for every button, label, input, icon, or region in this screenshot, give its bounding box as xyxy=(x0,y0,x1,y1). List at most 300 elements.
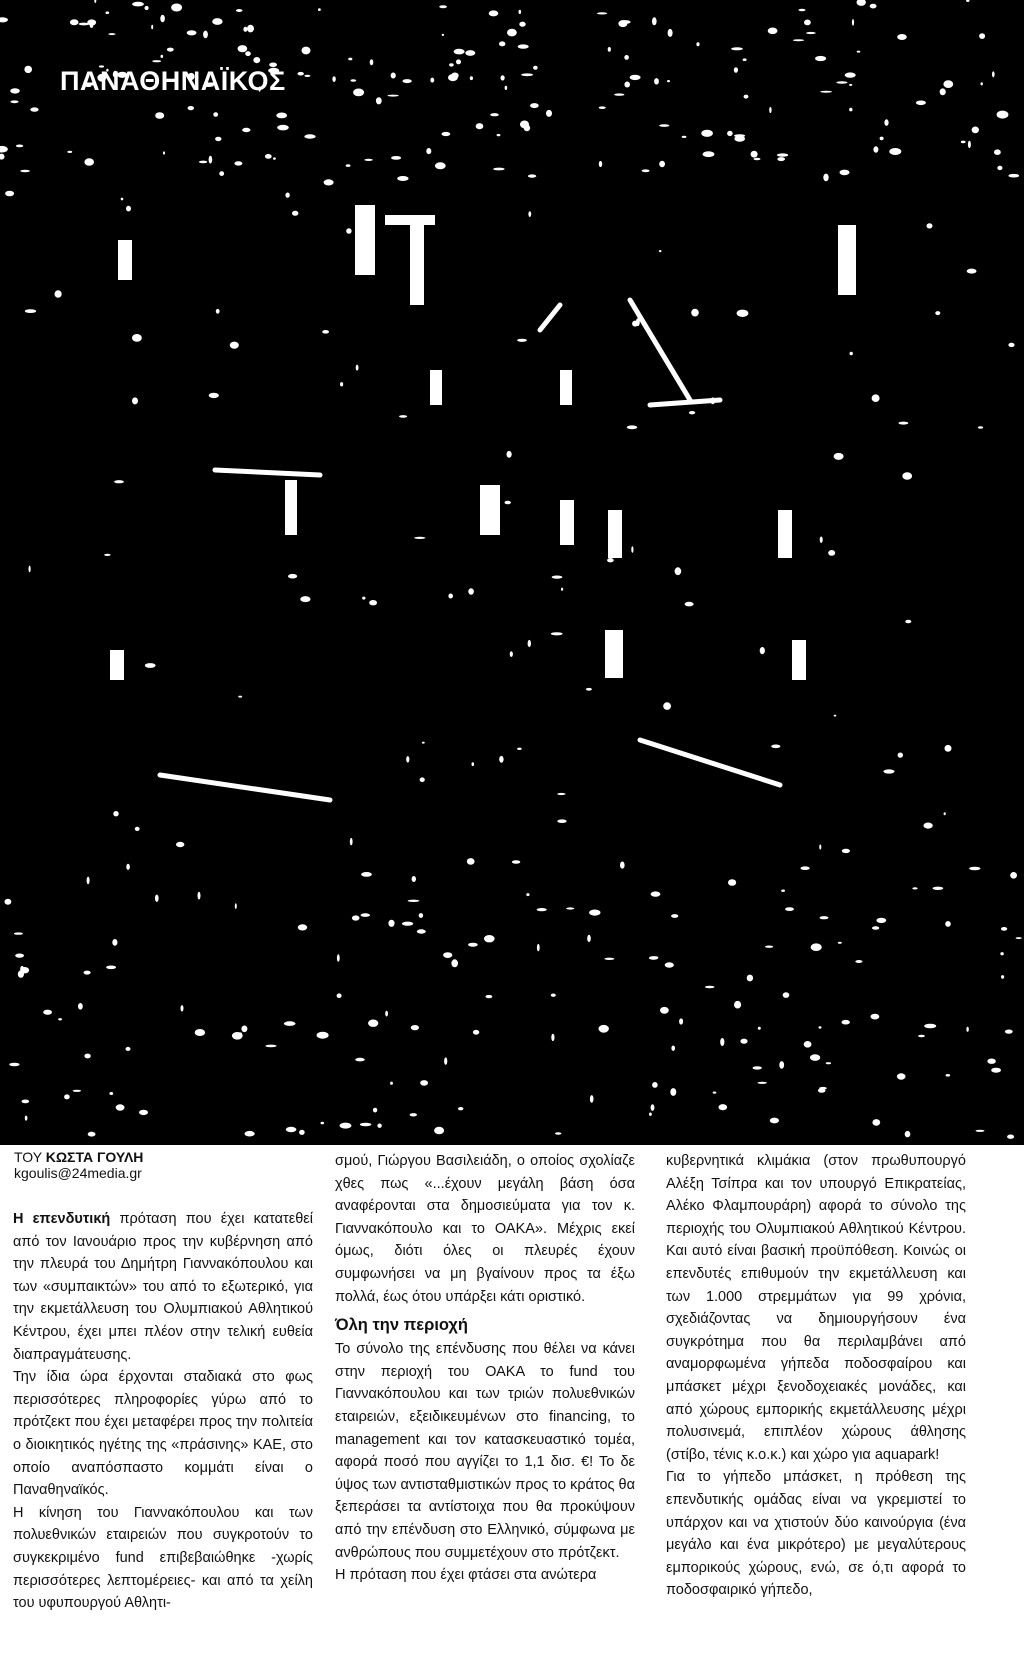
speckle xyxy=(364,159,373,161)
speckle xyxy=(517,339,527,342)
speckle xyxy=(247,25,254,33)
speckle xyxy=(631,546,633,553)
speckle xyxy=(705,986,715,988)
speckle xyxy=(10,100,18,103)
speckle xyxy=(235,903,237,909)
speckle xyxy=(777,157,785,161)
speckle xyxy=(1000,952,1003,955)
speckle xyxy=(994,149,1001,155)
speckle xyxy=(872,1119,880,1126)
speckle xyxy=(285,193,289,198)
speckle xyxy=(298,72,304,76)
speckle xyxy=(15,954,24,958)
speckle xyxy=(490,113,499,116)
speckle xyxy=(507,29,517,37)
speckle xyxy=(820,916,829,919)
speckle xyxy=(369,600,377,605)
speckle xyxy=(1005,1030,1013,1034)
speckle xyxy=(966,1027,968,1032)
speckle xyxy=(819,845,821,850)
speckle xyxy=(668,29,673,37)
speckle xyxy=(29,566,31,573)
speckle xyxy=(902,472,912,479)
speckle xyxy=(734,136,745,142)
speckle xyxy=(850,352,853,356)
photo-streak xyxy=(160,775,330,800)
speckle xyxy=(489,10,499,16)
speckle xyxy=(1016,937,1022,939)
speckle xyxy=(624,55,629,60)
photo-blob xyxy=(480,485,500,535)
author-name: ΚΩΣΤΑ ΓΟΥΛΗ xyxy=(45,1149,144,1165)
speckle xyxy=(468,943,478,947)
speckle xyxy=(691,309,699,317)
speckle xyxy=(679,1018,683,1024)
speckle xyxy=(770,1118,779,1124)
speckle xyxy=(769,107,771,113)
speckle xyxy=(804,1041,812,1048)
speckle xyxy=(265,1045,276,1048)
speckle xyxy=(713,1092,717,1094)
speckle xyxy=(5,899,12,905)
photo-blob xyxy=(385,215,435,225)
speckle xyxy=(671,914,678,918)
speckle xyxy=(472,762,475,766)
speckle xyxy=(414,537,425,539)
photo-blob xyxy=(608,510,622,558)
speckle xyxy=(391,73,396,79)
speckle xyxy=(940,88,946,95)
speckle xyxy=(898,753,903,758)
speckle xyxy=(350,79,356,82)
speckle xyxy=(599,1025,609,1033)
speckle xyxy=(519,10,522,14)
speckle xyxy=(449,63,454,66)
speckle xyxy=(981,82,983,85)
speckle xyxy=(242,128,250,132)
speckle xyxy=(654,78,659,84)
speckle xyxy=(519,22,525,27)
speckle xyxy=(497,134,501,136)
speckle xyxy=(734,67,738,73)
speckle xyxy=(64,1094,70,1099)
speckle xyxy=(239,1032,242,1034)
speckle xyxy=(245,51,251,56)
speckle xyxy=(992,71,995,77)
speckle xyxy=(299,1130,305,1135)
speckle xyxy=(132,2,144,7)
speckle xyxy=(403,79,412,83)
speckle xyxy=(696,42,699,46)
speckle xyxy=(132,397,138,404)
speckle xyxy=(804,20,811,26)
speckle xyxy=(0,154,5,160)
speckle xyxy=(740,1039,747,1044)
speckle xyxy=(793,39,804,41)
speckle xyxy=(815,56,826,61)
speckle xyxy=(624,82,630,88)
speckle xyxy=(277,125,289,131)
speckle xyxy=(819,1087,827,1090)
speckle xyxy=(663,702,671,710)
speckle xyxy=(361,913,370,917)
speckle xyxy=(484,935,495,942)
speckle xyxy=(238,45,248,52)
speckle xyxy=(737,310,749,317)
speckle xyxy=(126,1047,131,1051)
speckle xyxy=(834,715,837,717)
speckle xyxy=(811,943,822,951)
photo-blob xyxy=(778,510,792,558)
speckle xyxy=(649,1113,652,1116)
speckle xyxy=(510,651,513,657)
speckle xyxy=(243,27,247,32)
paragraph: Για το γήπεδο μπάσκετ, η πρόθεση της επενδυτικής ομάδας είναι να γκρεμιστεί το υπάρχον και να χτιστούν δύο καινούργια (ένα μεγάλο και ένα μικρότερο) με μεγαλύτερους εμπορικούς χώρους, ενώ, σε ό,τι αφορά το ποδοσφαιρικό γήπεδο, xyxy=(666,1469,966,1599)
speckle xyxy=(456,59,461,64)
speckle xyxy=(918,1035,925,1037)
speckle xyxy=(410,1113,417,1116)
speckle xyxy=(872,926,879,930)
speckle xyxy=(783,992,790,998)
speckle xyxy=(608,47,611,52)
speckle xyxy=(419,913,423,918)
speckle xyxy=(420,777,425,782)
speckle xyxy=(946,1074,951,1077)
speckle xyxy=(273,157,276,159)
speckle xyxy=(943,80,953,88)
speckle xyxy=(87,877,90,885)
speckle xyxy=(590,1095,594,1103)
speckle xyxy=(373,1108,377,1113)
speckle xyxy=(744,95,749,99)
speckle xyxy=(834,453,844,460)
speckle xyxy=(689,411,695,414)
speckle xyxy=(944,812,946,815)
speckle xyxy=(377,1124,381,1128)
speckle xyxy=(546,110,552,117)
speckle xyxy=(0,146,8,153)
speckle xyxy=(499,41,505,46)
speckle xyxy=(649,957,658,960)
speckle xyxy=(871,1014,880,1020)
speckle xyxy=(528,211,531,217)
speckle xyxy=(810,1054,820,1061)
speckle xyxy=(55,290,62,298)
speckle xyxy=(361,872,372,877)
speckle xyxy=(112,939,117,946)
speckle xyxy=(155,112,164,119)
speckle xyxy=(512,860,520,863)
speckle xyxy=(828,550,835,556)
speckle xyxy=(234,161,242,165)
speckle xyxy=(967,269,977,274)
speckle xyxy=(58,1018,62,1020)
speckle xyxy=(448,594,453,599)
speckle xyxy=(356,365,359,371)
speckle xyxy=(889,148,901,155)
speckle xyxy=(132,334,142,342)
paragraph: Το σύνολο της επένδυσης που θέλει να κάνει στην περιοχή του ΟΑΚΑ το fund του Γιαννακόπουλου και των τριών πολυεθνικών εταιρειών, εξειδικευμένων στο financing, το management και τον κατασκευαστικό τομέα, αφορά ποσό που αγγίζει το 1,1 δισ. €! Το δε ύψος των αντισταθμιστικών προς το κράτος θα ξεπεράσει τα αντίστοιχα που θα προκύψουν από την επένδυση στο Ελληνικό, σύμφωνα με ανθρώπους που συμμετέχουν στο πρότζεκτ. xyxy=(335,1341,635,1561)
speckle xyxy=(991,1068,1001,1073)
speckle xyxy=(966,0,969,2)
speckle xyxy=(318,8,321,11)
speckle xyxy=(675,567,682,575)
speckle xyxy=(660,1007,669,1014)
speckle xyxy=(198,892,201,900)
speckle xyxy=(799,9,806,12)
speckle xyxy=(552,576,563,579)
speckle xyxy=(682,136,687,138)
speckle xyxy=(209,393,219,398)
speckle xyxy=(768,28,778,35)
photo-streak xyxy=(540,305,560,330)
speckle xyxy=(385,1011,388,1017)
speckle xyxy=(720,1038,724,1046)
article-column-3 xyxy=(666,1150,966,1602)
speckle xyxy=(408,900,420,902)
speckle xyxy=(905,1131,911,1137)
speckle xyxy=(151,25,153,30)
speckle xyxy=(78,1003,83,1010)
speckle xyxy=(976,1130,985,1132)
article-column-1 xyxy=(13,1208,313,1615)
speckle xyxy=(20,170,30,173)
speckle xyxy=(961,141,966,144)
speckle xyxy=(880,137,884,141)
speckle xyxy=(390,1082,393,1085)
speckle xyxy=(845,72,856,77)
speckle xyxy=(215,137,221,141)
speckle xyxy=(362,597,365,600)
speckle xyxy=(25,1116,28,1121)
speckle xyxy=(507,451,512,458)
speckle xyxy=(284,1021,296,1026)
speckle xyxy=(731,47,743,50)
speckle xyxy=(209,156,213,164)
speckle xyxy=(465,50,475,56)
speckle xyxy=(969,867,980,870)
speckle xyxy=(754,158,761,160)
speckle xyxy=(0,17,8,22)
speckle xyxy=(236,9,243,12)
photo-streak xyxy=(640,740,780,785)
speckle xyxy=(842,849,850,853)
speckle xyxy=(884,119,888,126)
speckle xyxy=(599,106,606,109)
speckle xyxy=(265,154,272,159)
speckle xyxy=(212,18,222,25)
speckle xyxy=(397,176,408,181)
speckle xyxy=(826,1062,831,1064)
speckle xyxy=(104,554,111,556)
speckle xyxy=(422,742,425,744)
speckle xyxy=(286,1127,297,1132)
speckle xyxy=(630,75,641,80)
speckle xyxy=(444,1057,447,1064)
speckle xyxy=(94,0,96,3)
speckle xyxy=(526,893,529,896)
photo-blob xyxy=(110,650,124,680)
speckle xyxy=(801,866,810,870)
speckle xyxy=(16,145,23,148)
paragraph-text: πρόταση που έχει κατατεθεί από τον Ιανουάριο προς την κυβέρνηση από την πλευρά του Δημήτρη Γιαννακόπουλου και των «συμπαικτών» του από το εξωτερικό, για την εκμετάλλευση του Ολυμπιακού Αθλητικού Κέντρου, έχει μπει πλέον στην τελική ευθεία διαπραγμάτευσης. xyxy=(13,1211,313,1363)
speckle xyxy=(121,198,124,201)
speckle xyxy=(499,756,503,763)
speckle xyxy=(439,5,447,8)
speckle xyxy=(473,1030,479,1035)
speckle xyxy=(376,97,382,104)
speckle xyxy=(370,59,374,65)
speckle xyxy=(857,51,861,53)
speckle xyxy=(557,819,566,823)
speckle xyxy=(360,1123,372,1126)
speckle xyxy=(987,1059,995,1064)
speckle xyxy=(417,929,426,933)
speckle xyxy=(9,1063,19,1066)
speckle xyxy=(486,995,493,998)
speckle xyxy=(652,1082,658,1088)
speckle xyxy=(426,148,431,154)
speckle xyxy=(501,75,505,80)
byline-author xyxy=(14,1149,314,1165)
speckle xyxy=(176,842,184,847)
speckle xyxy=(332,76,335,82)
speckle xyxy=(614,93,624,95)
speckle xyxy=(597,12,607,14)
speckle xyxy=(340,1123,352,1129)
speckle xyxy=(203,31,208,39)
speckle xyxy=(219,171,224,176)
photo-blob xyxy=(838,225,856,295)
speckle xyxy=(840,170,850,176)
speckle xyxy=(304,134,315,138)
speckle xyxy=(518,44,529,48)
speckle xyxy=(972,126,979,133)
speckle xyxy=(245,1131,255,1137)
speckle xyxy=(18,970,24,977)
speckle xyxy=(849,84,852,86)
speckle xyxy=(106,11,110,14)
speckle xyxy=(589,910,600,916)
photo-blob xyxy=(560,500,574,545)
speckle xyxy=(719,1104,728,1110)
speckle xyxy=(337,993,342,998)
speckle xyxy=(651,1104,655,1111)
speckle xyxy=(276,113,287,119)
speckle xyxy=(84,1054,90,1059)
speckle xyxy=(945,745,952,752)
speckle xyxy=(1008,343,1014,347)
speckle xyxy=(842,1020,850,1025)
speckle xyxy=(230,342,239,349)
speckle xyxy=(442,132,451,136)
speckle xyxy=(667,80,670,82)
speckle xyxy=(454,49,465,55)
byline-prefix: ΤΟΥ xyxy=(14,1149,46,1165)
speckle xyxy=(1010,872,1017,879)
speckle xyxy=(916,101,926,106)
speckle xyxy=(84,158,94,166)
speckle xyxy=(402,922,413,926)
speckle xyxy=(113,811,118,816)
paragraph: Η πρόταση που έχει φτάσει στα ανώτερα xyxy=(335,1567,597,1584)
speckle xyxy=(619,20,630,24)
speckle xyxy=(199,161,207,164)
paragraph: Την ίδια ώρα έρχονται σταδιακά στο φως περισσότερες πληροφορίες γύρω από το πρότζεκτ που έχει μεταφέρει προς την πολιτεία ο διοικητικός ηγέτης της «πράσινης» ΚΑΕ, στο οποίο αναπόσπαστο κομμάτι είναι ο Παναθηναϊκός. xyxy=(13,1369,313,1499)
speckle xyxy=(321,1122,325,1125)
speckle xyxy=(352,915,360,920)
speckle xyxy=(435,162,446,169)
speckle xyxy=(106,966,116,970)
lead-words: Η επενδυτική xyxy=(13,1211,111,1227)
paragraph: κυβερνητικά κλιμάκια (στον πρωθυπουργό Αλέξη Τσίπρα και τον υπουργό Επικρατείας, Αλέκο Φλαμπουράρη) αφορά το σύνολο της περιοχής του Ολυμπιακού Αθλητικού Κέντρου. Και αυτό είναι βασική προϋπόθεση. Κοινώς οι επενδυτές επιθυμούν την εκμετάλλευση και των 1.000 στρεμμάτων για 99 χρόνια, σχεδιάζοντας να δημιουργήσουν ένα συγκρότημα που θα περιλαμβάνει από αναμορφωμένα γήπεδα ποδοσφαίρου και μπάσκετ μέχρι ξενοδοχειακές μονάδες, και από χώρους εμπορικής εκμετάλλευσης μέχρι πολυσινεμά, επιπλέον χώρους άθλησης (στίβο, τένις κ.ο.κ.) και χώρο για aquapark! xyxy=(666,1153,966,1463)
speckle xyxy=(5,191,14,197)
speckle xyxy=(924,1024,936,1029)
speckle xyxy=(517,748,522,750)
speckle xyxy=(924,823,933,829)
speckle xyxy=(627,425,638,429)
speckle xyxy=(779,1061,784,1069)
speckle xyxy=(30,107,38,111)
speckle xyxy=(411,1025,419,1030)
speckle xyxy=(659,124,669,127)
speckle xyxy=(84,971,91,975)
speckle xyxy=(145,663,156,668)
byline xyxy=(14,1149,314,1181)
speckle xyxy=(476,123,484,129)
paragraph: Η κίνηση του Γιαννακόπουλου και των πολυεθνικών εταιρειών που συγκροτούν το συγκεκριμένο fund επιβεβαιώθηκε -χωρίς περισσότερες λεπτομέρειες- και από τα χείλη του υφυπουργού Αθλητι- xyxy=(13,1504,313,1612)
speckle xyxy=(520,121,529,129)
speckle xyxy=(292,211,298,216)
speckle xyxy=(114,480,124,483)
speckle xyxy=(108,33,115,35)
speckle xyxy=(116,1104,125,1110)
speckle xyxy=(659,250,662,252)
speckle xyxy=(855,960,862,963)
speckle xyxy=(14,932,23,934)
speckle xyxy=(505,86,508,90)
speckle xyxy=(604,958,614,960)
speckle xyxy=(566,907,574,909)
speckle xyxy=(997,111,1009,119)
speckle xyxy=(161,55,164,58)
speckle xyxy=(241,1026,247,1033)
speckle xyxy=(978,426,983,429)
speckle xyxy=(22,1100,30,1104)
speckle xyxy=(73,1090,81,1092)
speckle xyxy=(537,944,540,951)
speckle xyxy=(551,1034,554,1041)
speckle xyxy=(652,17,657,25)
speckle xyxy=(651,891,661,896)
speckle xyxy=(388,920,394,927)
speckle xyxy=(905,620,911,624)
photo-blob xyxy=(285,480,297,535)
speckle xyxy=(1007,1135,1014,1139)
photo-blob xyxy=(605,630,623,678)
speckle xyxy=(353,89,364,97)
speckle xyxy=(701,130,713,137)
speckle xyxy=(448,74,458,81)
speckle xyxy=(346,228,351,234)
speckle xyxy=(771,745,780,749)
speckle xyxy=(458,1107,463,1110)
speckle xyxy=(24,66,32,73)
speckle xyxy=(70,19,79,25)
speckle xyxy=(181,1005,184,1011)
speckle xyxy=(348,58,352,61)
speckle xyxy=(468,588,474,594)
